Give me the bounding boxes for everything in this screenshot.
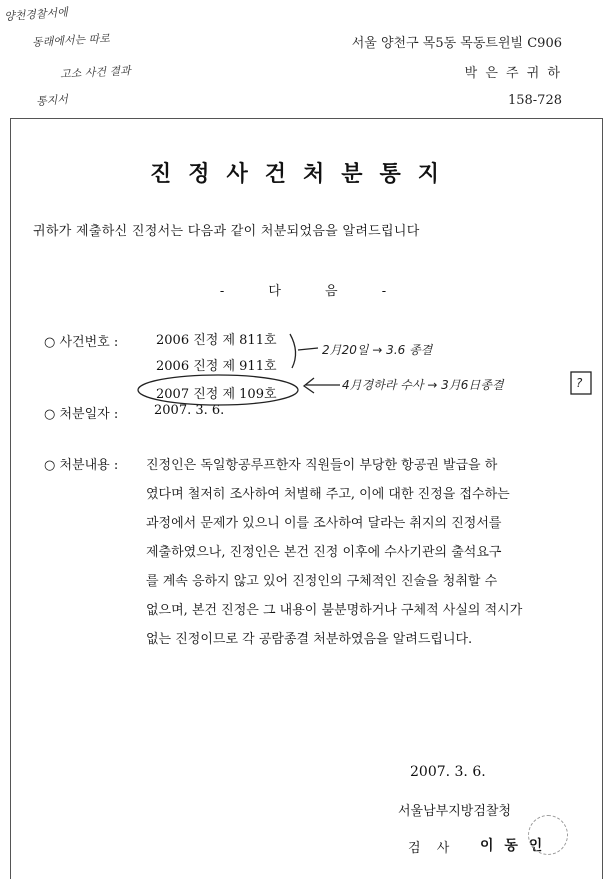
disposal-content-line: 과정에서 문제가 있으니 이를 조사하여 달라는 취지의 진정서를 xyxy=(146,516,502,531)
disposal-content-label: ○ 처분내용 : xyxy=(44,458,119,473)
case-number-2: 2006 진정 제 911호 xyxy=(156,359,277,374)
handwritten-note-line1: 양천경찰서에 xyxy=(3,5,69,24)
postal-code: 158-728 xyxy=(507,93,562,108)
official-seal xyxy=(528,815,568,855)
recipient-address: 서울 양천구 목5동 목동트윈빌 C906 xyxy=(351,36,562,51)
annotation-note-2: 4月경하라 수사 → 3月6日종결 xyxy=(342,378,504,392)
document-title: 진정사건처분통지 xyxy=(149,161,457,187)
annotation-question-mark: ? xyxy=(576,376,583,390)
disposal-date-label: ○ 처분일자 : xyxy=(44,407,119,422)
disposal-content-line: 를 계속 응하지 않고 있어 진정인의 구체적인 진술을 청취할 수 xyxy=(146,574,498,589)
footer-date: 2007. 3. 6. xyxy=(410,764,486,780)
handwritten-note-line3: 고소 사건 결과 xyxy=(59,64,132,81)
disposal-content-line: 제출하였으나, 진정인은 본건 진정 이후에 수사기관의 출석요구 xyxy=(146,545,502,560)
handwritten-note-line2: 동래에서는 따로 xyxy=(31,31,111,50)
case-number-3: 2007 진정 제 109호 xyxy=(156,387,277,402)
disposal-content-line: 였다며 철저히 조사하여 처벌해 주고, 이에 대한 진정을 접수하는 xyxy=(146,487,510,502)
recipient-name: 박 은 주 귀 하 xyxy=(464,66,562,81)
prosecutor-office: 서울남부지방검찰청 xyxy=(398,804,512,819)
disposal-content-line: 없는 진정이므로 각 공람종결 처분하였음을 알려드립니다. xyxy=(146,632,473,647)
disposal-date-value: 2007. 3. 6. xyxy=(154,403,225,418)
annotation-note-1: 2月20일 → 3.6 종결 xyxy=(322,343,433,357)
prosecutor-name: 이 동 인 xyxy=(480,838,546,854)
case-number-label: ○ 사건번호 : xyxy=(44,335,119,350)
da-eum-heading: - 다 음 - xyxy=(219,284,387,299)
intro-text: 귀하가 제출하신 진정서는 다음과 같이 처분되었음을 알려드립니다 xyxy=(33,224,420,239)
disposal-content-line: 진정인은 독일항공루프한자 직원들이 부당한 항공권 발급을 하 xyxy=(146,458,498,473)
disposal-content-line: 없으며, 본건 진정은 그 내용이 불분명하거나 구체적 사실의 적시가 xyxy=(146,603,523,618)
case-number-1: 2006 진정 제 811호 xyxy=(156,333,277,348)
prosecutor-label: 검 사 xyxy=(408,841,456,856)
handwritten-note-line4: 통지서 xyxy=(35,92,69,109)
